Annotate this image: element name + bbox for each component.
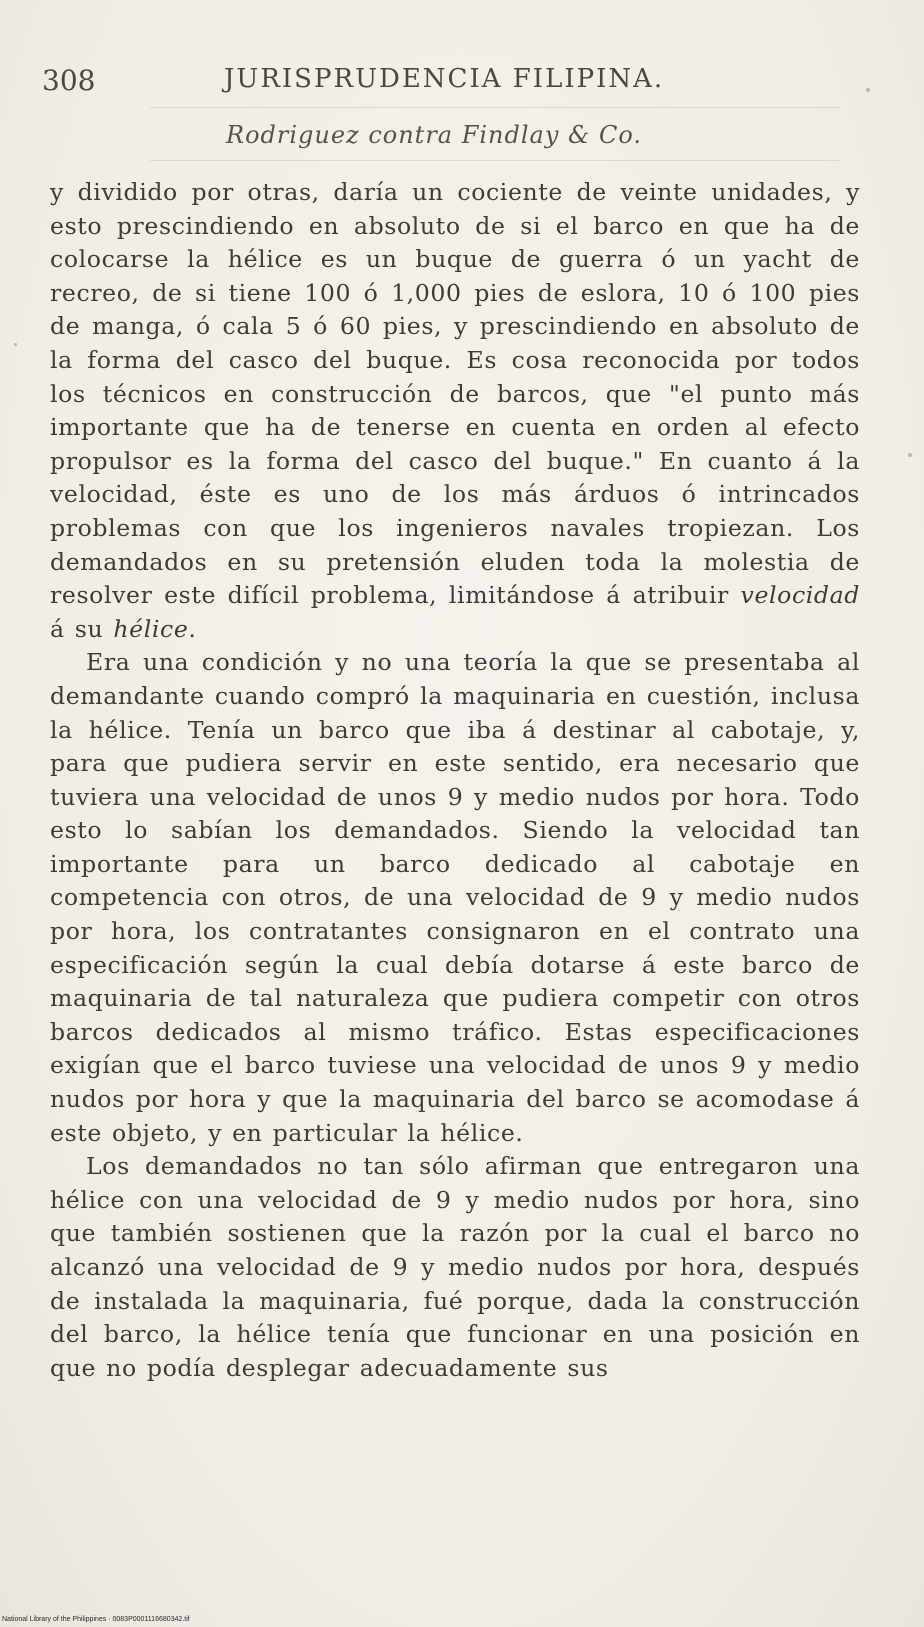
header-rule bbox=[150, 107, 840, 108]
paragraph-1-mid: á su bbox=[50, 614, 104, 643]
paragraph-1-end: . bbox=[188, 614, 197, 643]
body-text bbox=[50, 176, 860, 1385]
paragraph-1 bbox=[50, 176, 860, 646]
italic-helice: hélice bbox=[113, 614, 189, 643]
paragraph-1-text: y dividido por otras, daría un cociente de veinte unidades, y esto prescindiendo en absoluto de si el barco en que ha de colocarse la hélice es un buque de guerra ó un yacht de recreo, de si tiene 100 ó 1,000 pies de eslora, 10 ó 100 pies de manga, ó cala 5 ó 60 pies, y prescindiendo en absoluto de la forma del casco del buque. Es cosa reconocida por todos los técnicos en construcción de barcos, que "el punto más importante que ha de tenerse en cuenta en orden al efecto propulsor es la forma del casco del buque." En cuanto á la velocidad, éste es uno de los más árduos ó intrincados problemas con que los ingenieros navales tropiezan. Los demandados en su pretensión eluden toda la molestia de resolver este difícil problema, limitándose á atribuir bbox=[50, 178, 860, 610]
running-head: JURISPRUDENCIA FILIPINA. bbox=[224, 64, 665, 94]
italic-velocidad: velocidad bbox=[740, 581, 860, 610]
footer-credit: National Library of the Philippines · 0083P0001116680342.tif bbox=[2, 1616, 190, 1623]
case-title: Rodriguez contra Findlay & Co. bbox=[226, 121, 643, 149]
paragraph-2: Era una condición y no una teoría la que se presentaba al demandante cuando compró la maquinaria en cuestión, inclusa la hélice. Tenía un barco que iba á destinar al cabotaje, y, para que pudiera servir en este sentido, era necesario que tuviera una velocidad de unos 9 y medio nudos por hora. Todo esto lo sabían los demandados. Siendo la velocidad tan importante para un barco dedicado al cabotaje en competencia con otros, de una velocidad de 9 y medio nudos por hora, los contratantes consignaron en el contrato una especificación según la cual debía dotarse á este barco de maquinaria de tal naturaleza que pudiera competir con otros barcos dedicados al mismo tráfico. Estas especificaciones exigían que el barco tuviese una velocidad de unos 9 y medio nudos por hora y que la maquinaria del barco se acomodase á este objeto, y en particular la hélice. bbox=[50, 648, 860, 1147]
page-number: 308 bbox=[42, 64, 96, 97]
paragraph-3: Los demandados no tan sólo afirman que entregaron una hélice con una velocidad de 9 y medio nudos por hora, sino que también sostienen que la razón por la cual el barco no alcanzó una velocidad de 9 y medio nudos por hora, después de instalada la maquinaria, fué porque, dada la construcción del barco, la hélice tenía que funcionar en una posición en que no podía desplegar adecuadamente sus bbox=[50, 1152, 860, 1382]
scan-speck bbox=[14, 343, 17, 346]
scan-speck bbox=[866, 88, 870, 92]
case-title-rule bbox=[150, 160, 840, 161]
scan-speck bbox=[908, 453, 912, 457]
